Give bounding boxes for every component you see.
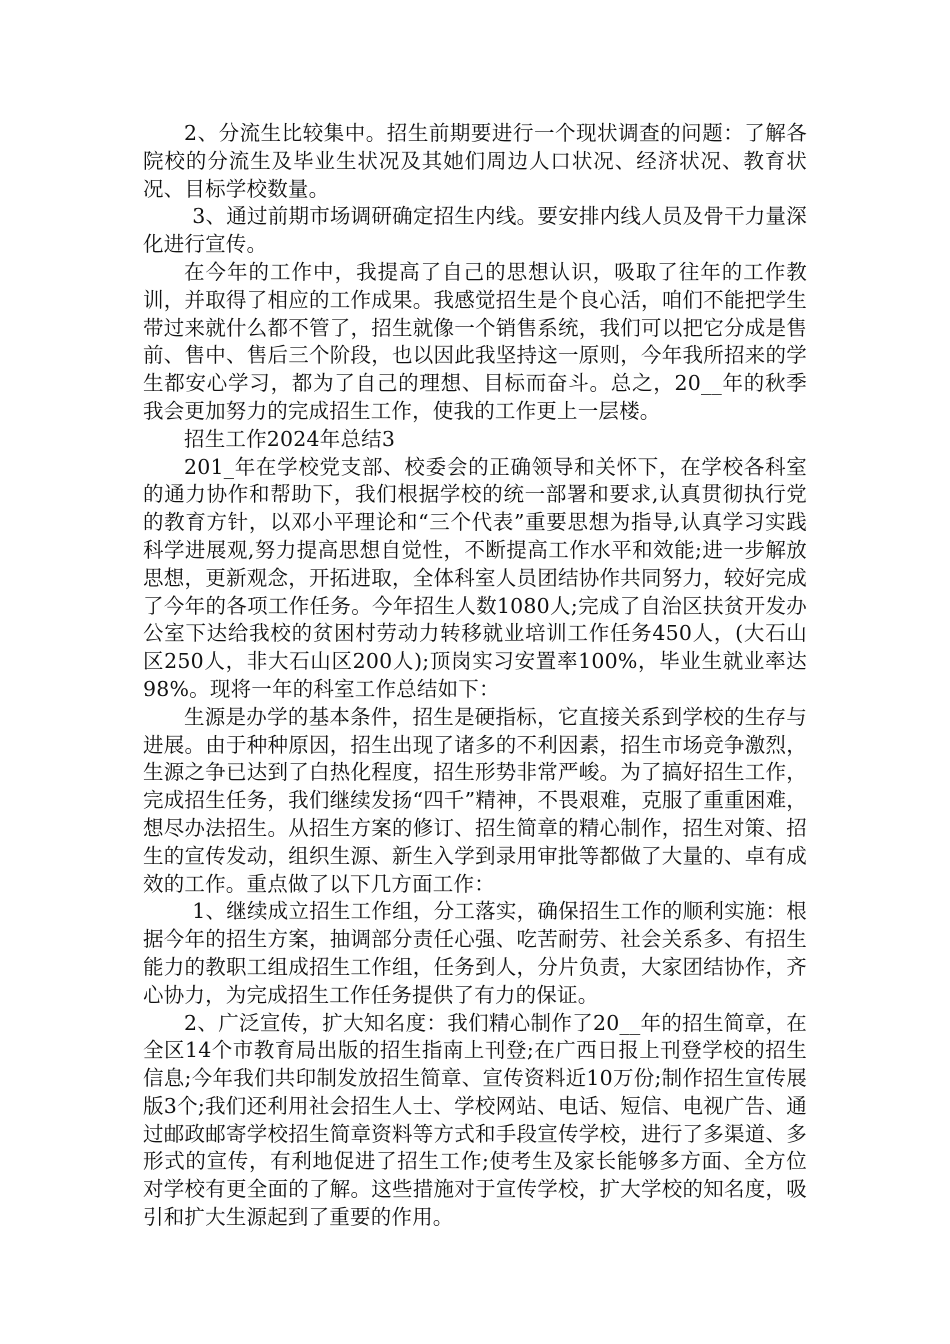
- paragraph-work-group: 1、继续成立招生工作组，分工落实，确保招生工作的顺利实施：根据今年的招生方案，抽调部分责任心强、吃苦耐劳、社会关系多、有招生能力的教职工组成招生工作组，任务到人，分片负责，大家团结协作，齐心协力，为完成招生工作任务提供了有力的保证。: [143, 899, 807, 1007]
- document-body: [143, 120, 807, 1232]
- paragraph-publicity: 2、广泛宣传，扩大知名度：我们精心制作了20__年的招生简章，在全区14个市教育局出版的招生指南上刊登;在广西日报上刊登学校的招生信息;今年我们共印制发放招生简章、宣传资料近10万份;制作招生宣传展版3个;我们还利用社会招生人士、学校网站、电话、短信、电视广告、通过邮政邮寄学校招生简章资料等方式和手段宣传学校，进行了多渠道、多形式的宣传，有利地促进了招生工作;使考生及家长能够多方面、全方位对学校有更全面的了解。这些措施对于宣传学校，扩大学校的知名度，吸引和扩大生源起到了重要的作用。: [143, 1010, 807, 1230]
- paragraph-annual-summary: 201_年在学校党支部、校委会的正确领导和关怀下，在学校各科室的通力协作和帮助下，我们根据学校的统一部署和要求,认真贯彻执行党的教育方针，以邓小平理论和“三个代表”重要思想为指导,认真学习实践科学进展观,努力提高思想自觉性，不断提高工作水平和效能;进一步解放思想，更新观念，开拓进取，全体科室人员团结协作共同努力，较好完成了今年的各项工作任务。今年招生人数1080人;完成了自治区扶贫开发办公室下达给我校的贫困村劳动力转移就业培训工作任务450人，(大石山区250人，非大石山区200人);顶岗实习安置率100%，毕业生就业率达98%。现将一年的科室工作总结如下：: [143, 454, 807, 701]
- paragraph-diversion-students: 2、分流生比较集中。招生前期要进行一个现状调查的问题：了解各院校的分流生及毕业生状况及其她们周边人口状况、经济状况、教育状况、目标学校数量。: [143, 121, 807, 201]
- paragraph-student-source: 生源是办学的基本条件，招生是硬指标，它直接关系到学校的生存与进展。由于种种原因，招生出现了诸多的不利因素，招生市场竞争激烈，生源之争已达到了白热化程度，招生形势非常严峻。为了搞好招生工作，完成招生任务，我们继续发扬“四千”精神，不畏艰难，克服了重重困难，想尽办法招生。从招生方案的修订、招生简章的精心制作，招生对策、招生的宣传发动，组织生源、新生入学到录用审批等都做了大量的、卓有成效的工作。重点做了以下几方面工作：: [143, 704, 807, 896]
- paragraph-year-reflection: 在今年的工作中，我提高了自己的思想认识，吸取了往年的工作教训，并取得了相应的工作成果。我感觉招生是个良心活，咱们不能把学生带过来就什么都不管了，招生就像一个销售系统，我们可以把它分成是售前、售中、售后三个阶段，也以因此我坚持这一原则，今年我所招来的学生都安心学习，都为了自己的理想、目标而奋斗。总之，20__年的秋季我会更加努力的完成招生工作，使我的工作更上一层楼。: [143, 259, 807, 423]
- section-heading: 招生工作2024年总结3: [184, 426, 396, 451]
- paragraph-market-research: 3、通过前期市场调研确定招生内线。要安排内线人员及骨干力量深化进行宣传。: [143, 204, 807, 257]
